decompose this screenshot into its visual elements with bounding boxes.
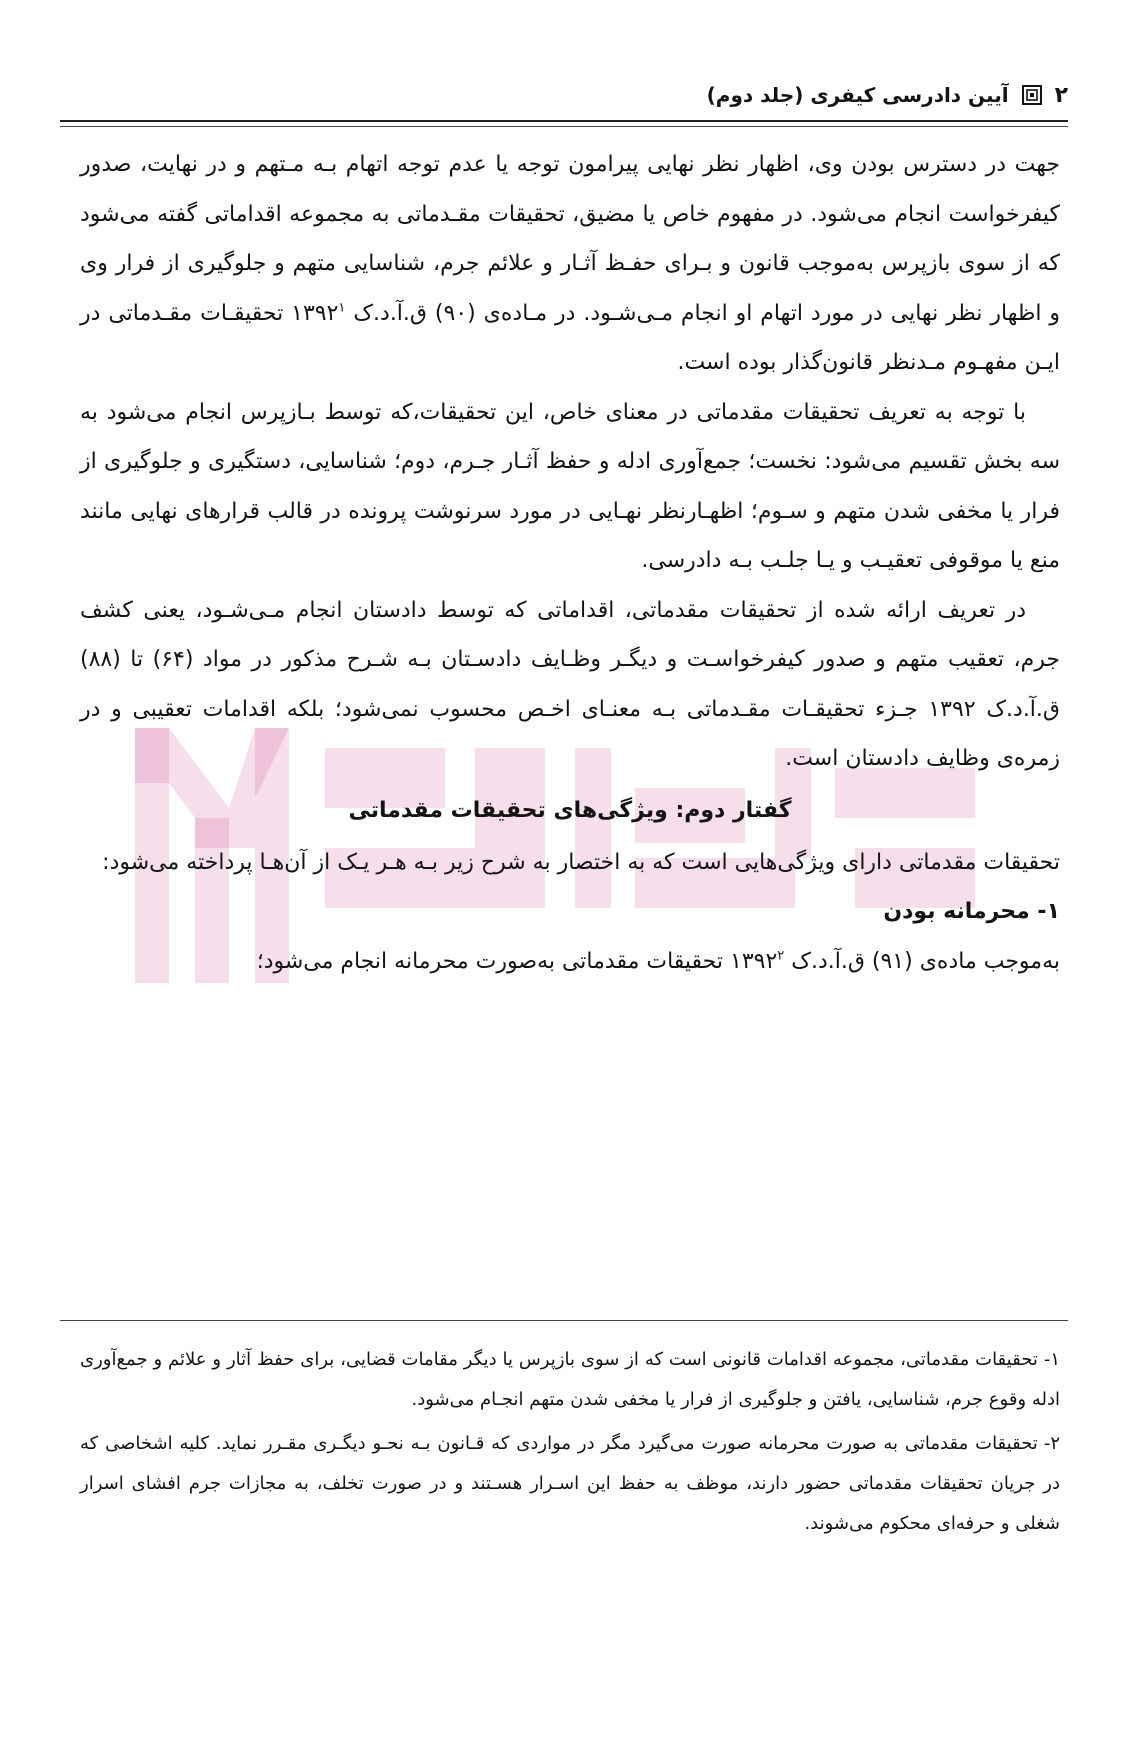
paragraph-text: به‌موجب ماده‌ی (۹۱) ق.آ.د.ک ۱۳۹۲ xyxy=(730,949,1060,974)
footnote-text: تحقیقات مقدماتی به صورت محرمانه صورت می‌گیرد مگر در مواردی که قـانون بـه نحـو دیگـری مقـرر نماید. کلیه اشخاصی که در جریان تحقیقات مقدماتی حضور دارند، موظف به حفظ این اسـرار هسـتند و در صورت تخلف، به مجازات جرم افشای اسرار شغلی و حرفه‌ای محکوم می‌شوند. xyxy=(80,1433,1060,1534)
footnote-ref: ۲ xyxy=(777,948,785,964)
header-rule-thin xyxy=(60,126,1068,127)
footnotes xyxy=(80,1340,1060,1548)
footnote-marker: ۲- xyxy=(1043,1433,1060,1454)
page-number: ۲ xyxy=(1054,82,1068,108)
footnote-text: تحقیقات مقدماتی، مجموعه اقدامات قانونی است که از سوی بازپرس یا دیگر مقامات قضایی، برای حفظ آثار و علائم و جمع‌آوری ادله وقوع جرم، شناسایی، یافتن و جلوگیری از فرار یا مخفی شدن متهم انجـام می‌شود. xyxy=(80,1349,1060,1410)
paragraph-text-tail: تحقیقات مقدماتی به‌صورت محرمانه انجام می‌شود؛ xyxy=(256,949,731,974)
section-heading: گفتار دوم: ویژگی‌های تحقیقات مقدماتی xyxy=(348,797,792,823)
paragraph xyxy=(80,140,1060,388)
main-text xyxy=(80,140,1060,987)
footnote xyxy=(80,1424,1060,1544)
book-icon xyxy=(1021,84,1043,106)
paragraph-text-tail: تحقیقـات مقـدماتی در ایـن مفهـوم مـدنظر قانون‌گذار بوده است. xyxy=(80,300,1060,375)
footnote xyxy=(80,1340,1060,1420)
paragraph: با توجه به تعریف تحقیقات مقدماتی در معنای خاص، این تحقیقات،که توسط بـازپرس انجام می‌شود به سه بخش تقسیم می‌شود: نخست؛ جمع‌آوری ادله و حفظ آثـار جـرم، دوم؛ شناسایی، دستگیری و جلوگیری از فرار یا مخفی شدن متهم و سـوم؛ اظهـارنظر نهـایی در مورد سرنوشت پرونده در قالب قرارهای نهایی مانند منع یا موقوفی تعقیـب و یـا جلـب بـه دادرسی. xyxy=(80,399,1060,573)
header-rule xyxy=(60,120,1068,122)
subheading: ۱- محرمانه بودن xyxy=(883,899,1060,924)
footnote-separator xyxy=(60,1320,1068,1321)
running-header xyxy=(72,78,1068,112)
footnote-marker: ۱- xyxy=(1043,1349,1060,1370)
book-title: آیین دادرسی کیفری (جلد دوم) xyxy=(706,83,1009,107)
paragraph: تحقیقات مقدماتی دارای ویژگی‌هایی است که به اختصار به شرح زیر بـه هـر یـک از آن‌هـا پرداخته می‌شود: xyxy=(102,849,1060,875)
footnote-ref: ۱ xyxy=(338,300,346,316)
paragraph-text: جهت در دسترس بودن وی، اظهار نظر نهایی پیرامون توجه یا عدم توجه اتهام بـه مـتهم و در نهایت، صدور کیفرخواست انجام می‌شود. در مفهوم خاص یا مضیق، تحقیقات مقـدماتی به مجموعه اقداماتی گفته می‌شود که از سوی بازپرس به‌موجب قانون و بـرای حفـظ آثـار و علائم جرم، شناسایی متهم و جلوگیری از فرار وی و اظهار نظر نهایی در مورد اتهام او انجام مـی‌شـود. در مـاده‌ی (۹۰) ق.آ.د.ک ۱۳۹۲ xyxy=(80,152,1061,326)
paragraph xyxy=(80,937,1060,987)
paragraph: در تعریف ارائه شده از تحقیقات مقدماتی، اقداماتی که توسط دادستان انجام مـی‌شـود، یعنی کشف جرم، تعقیب متهم و صدور کیفرخواسـت و دیگـر وظـایف دادسـتان بـه شـرح مذکور در مواد (۶۴) تا (۸۸) ق.آ.د.ک ۱۳۹۲ جـزء تحقیقـات مقـدماتی بـه معنـای اخـص محسوب نمی‌شود؛ بلکه اقدامات تعقیبی و در زمره‌ی وظایف دادستان است. xyxy=(80,597,1061,771)
